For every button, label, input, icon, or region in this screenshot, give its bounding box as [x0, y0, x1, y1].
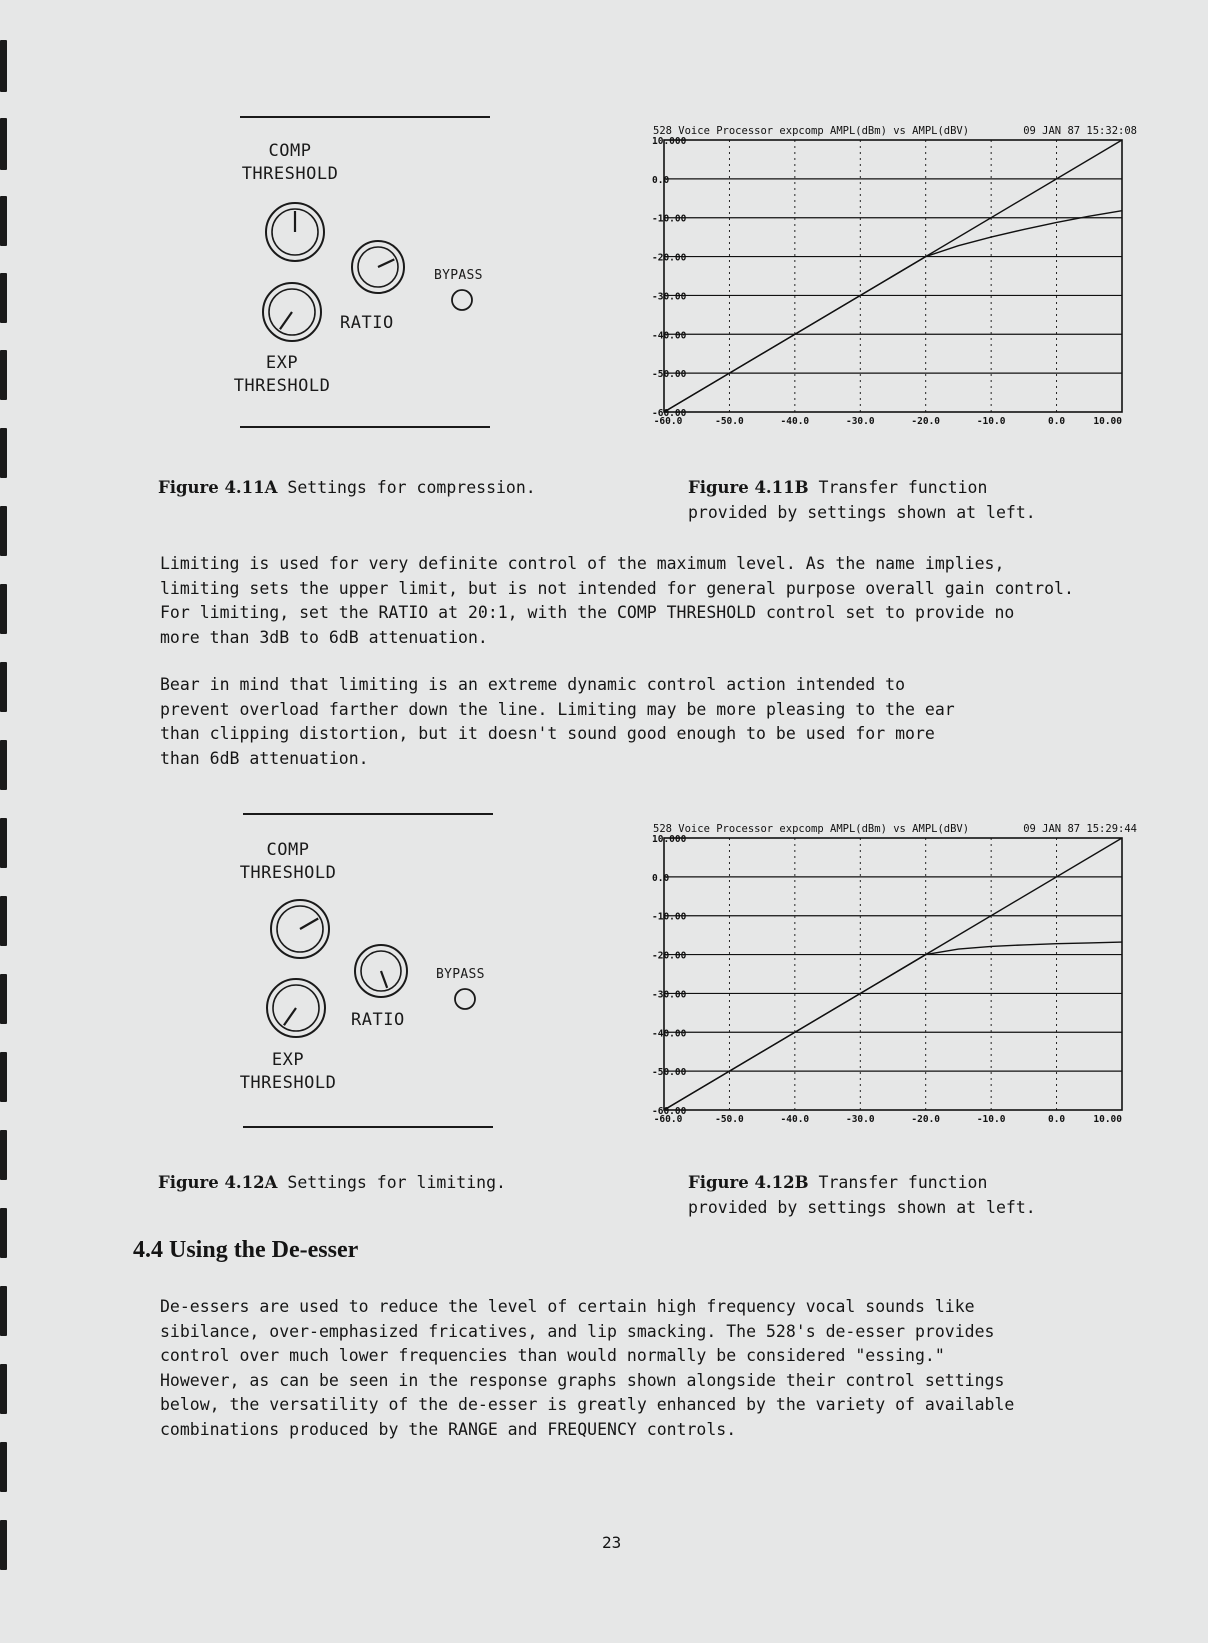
chart-timestamp: 09 JAN 87 15:29:44 — [1023, 823, 1137, 835]
y-tick-label: -50.00 — [652, 1067, 687, 1079]
ratio-knob[interactable] — [352, 241, 404, 293]
y-tick-label: -40.00 — [652, 330, 687, 342]
caption-text: Settings for limiting. — [287, 1173, 506, 1192]
x-tick-label: -50.0 — [715, 1114, 744, 1125]
y-tick-label: -50.00 — [652, 369, 687, 381]
comp-label-line1: COMP — [268, 141, 312, 161]
y-tick-label: -60.00 — [652, 1106, 687, 1117]
paragraph-deesser — [160, 1295, 1130, 1442]
paragraph-limiting-intro — [160, 552, 1130, 650]
x-tick-label: -10.0 — [976, 1114, 1006, 1125]
chart-header: 528 Voice Processor expcomp AMPL(dBm) vs AMPL(dBV) — [653, 125, 970, 137]
caption-line2: provided by settings shown at left. — [688, 503, 1036, 522]
x-tick-label: -10.0 — [976, 416, 1006, 427]
page-number: 23 — [602, 1533, 622, 1552]
series-line-compressed — [664, 211, 1122, 412]
chart-timestamp: 09 JAN 87 15:32:08 — [1023, 125, 1137, 137]
x-tick-label: -60.0 — [653, 416, 683, 427]
binding-holes — [0, 0, 14, 1643]
x-tick-label: 10.00 — [1093, 1114, 1122, 1125]
y-tick-label: -20.00 — [652, 252, 687, 264]
x-tick-label: -60.0 — [653, 1114, 683, 1125]
x-tick-label: -20.0 — [911, 1114, 941, 1125]
comp-threshold-knob[interactable] — [271, 900, 329, 958]
y-tick-label: -60.00 — [652, 408, 687, 419]
caption-label: Figure 4.11A — [158, 478, 278, 497]
ratio-knob[interactable] — [355, 945, 407, 997]
x-tick-label: -50.0 — [715, 416, 744, 427]
x-tick-label: -40.0 — [780, 416, 810, 427]
exp-label-line2: THRESHOLD — [239, 1073, 337, 1093]
figure-4-12b-chart — [650, 818, 1140, 1128]
x-tick-label: 0.0 — [1047, 416, 1066, 427]
caption-line2: provided by settings shown at left. — [688, 1198, 1036, 1217]
y-tick-label: 0.0 — [652, 872, 670, 884]
text-line: more than 3dB to 6dB attenuation. — [160, 627, 488, 647]
x-tick-label: -40.0 — [780, 1114, 810, 1125]
text-line: For limiting, set the RATIO at 20:1, with the COMP THRESHOLD control set to provide no — [160, 603, 1015, 622]
section-heading: 4.4 Using the De-esser — [133, 1237, 359, 1263]
x-tick-label: -20.0 — [911, 416, 941, 427]
text-line: prevent overload farther down the line. Limiting may be more pleasing to the ear — [160, 699, 955, 719]
caption-4-12b — [688, 1170, 1036, 1220]
x-tick-label: -30.0 — [845, 1114, 875, 1125]
transfer-function-chart — [650, 818, 1140, 1128]
y-tick-label: -20.00 — [652, 950, 687, 962]
bypass-button[interactable] — [455, 989, 475, 1009]
text-line: below, the versatility of the de-esser is greatly enhanced by the variety of available — [160, 1395, 1015, 1414]
exp-threshold-knob[interactable] — [263, 283, 321, 341]
exp-label-line2: THRESHOLD — [233, 376, 331, 396]
ratio-label: RATIO — [340, 313, 394, 333]
comp-label-line2: THRESHOLD — [241, 164, 339, 184]
exp-label-line1: EXP — [265, 353, 299, 373]
comp-label-line2: THRESHOLD — [239, 863, 337, 883]
y-tick-label: -30.00 — [652, 989, 687, 1001]
caption-text: Settings for compression. — [287, 478, 536, 497]
transfer-function-chart — [650, 120, 1140, 430]
exp-threshold-knob[interactable] — [267, 979, 325, 1037]
exp-label-line1: EXP — [271, 1050, 305, 1070]
paragraph-limiting-caution — [160, 673, 1130, 771]
text-line: Limiting is used for very definite control of the maximum level. As the name implies, — [160, 554, 1005, 573]
caption-text: Transfer function — [818, 478, 988, 497]
y-tick-label: 10.000 — [652, 834, 687, 845]
figure-4-11a-panel — [233, 112, 490, 432]
caption-label: Figure 4.12B — [688, 1173, 809, 1192]
caption-label: Figure 4.12A — [158, 1173, 278, 1192]
figure-4-11b-chart — [650, 120, 1140, 430]
comp-label-line1: COMP — [266, 840, 310, 860]
chart-header: 528 Voice Processor expcomp AMPL(dBm) vs AMPL(dBV) — [653, 823, 970, 835]
bypass-label: BYPASS — [436, 967, 485, 982]
text-line: De-essers are used to reduce the level of certain high frequency vocal sounds like — [160, 1297, 975, 1316]
y-tick-label: -30.00 — [652, 291, 687, 303]
bypass-label: BYPASS — [434, 268, 483, 283]
caption-text: Transfer function — [818, 1173, 988, 1192]
text-line: than 6dB attenuation. — [160, 748, 369, 768]
caption-4-11b — [688, 475, 1036, 525]
text-line: combinations produced by the RANGE and FREQUENCY controls. — [160, 1419, 737, 1439]
text-line: control over much lower frequencies than would normally be considered "essing." — [160, 1346, 945, 1365]
text-line: However, as can be seen in the response graphs shown alongside their control settings — [160, 1370, 1005, 1390]
caption-4-11a — [158, 475, 536, 500]
caption-label: Figure 4.11B — [688, 478, 809, 497]
y-tick-label: -10.00 — [652, 213, 687, 225]
text-line: sibilance, over-emphasized fricatives, and lip smacking. The 528's de-esser provides — [160, 1321, 995, 1341]
text-line: than clipping distortion, but it doesn't sound good enough to be used for more — [160, 724, 935, 743]
x-tick-label: -30.0 — [845, 416, 875, 427]
y-tick-label: -10.00 — [652, 911, 687, 923]
figure-4-12a-panel — [239, 809, 493, 1129]
x-tick-label: 10.00 — [1093, 416, 1122, 427]
y-tick-label: 0.0 — [652, 174, 670, 186]
series-line-limited — [664, 942, 1122, 1110]
bypass-button[interactable] — [452, 290, 472, 310]
text-line: Bear in mind that limiting is an extreme dynamic control action intended to — [160, 675, 906, 694]
x-tick-label: 0.0 — [1047, 1114, 1066, 1125]
text-line: limiting sets the upper limit, but is not intended for general purpose overall gain control. — [160, 578, 1074, 598]
ratio-label: RATIO — [351, 1010, 405, 1030]
comp-threshold-knob[interactable] — [266, 203, 324, 261]
caption-4-12a — [158, 1170, 506, 1195]
y-tick-label: 10.000 — [652, 136, 687, 147]
y-tick-label: -40.00 — [652, 1028, 687, 1040]
